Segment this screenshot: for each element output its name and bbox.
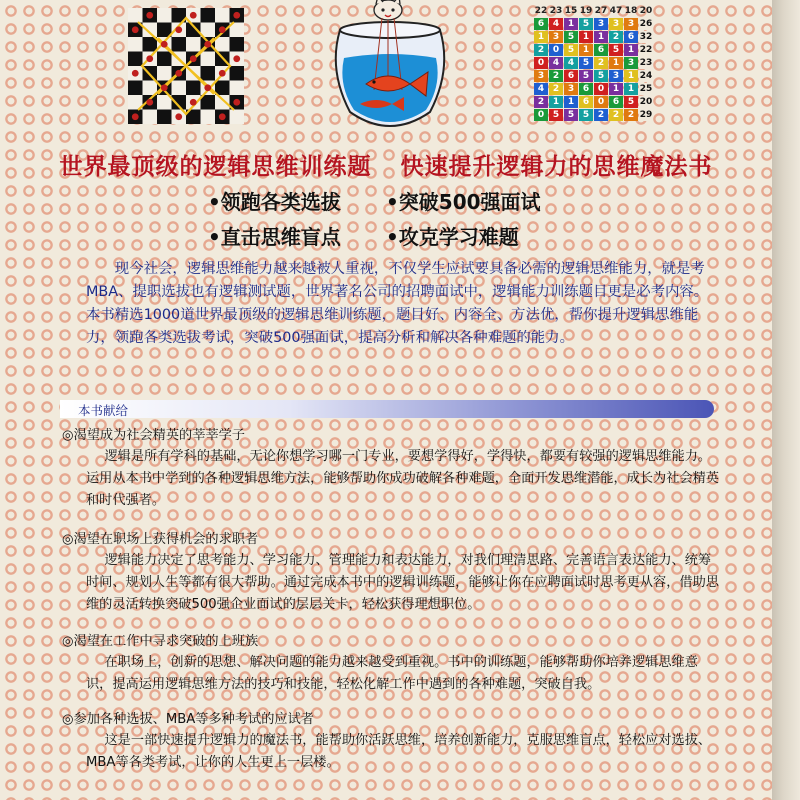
chessboard-piece: [190, 12, 197, 19]
grid-cell: 5: [549, 109, 563, 121]
grid-cell: 2: [594, 109, 608, 121]
bullet-item: •突破500强面试: [386, 190, 541, 214]
chessboard-piece: [175, 26, 182, 33]
audience-section: [62, 530, 724, 616]
grid-cell: 3: [624, 57, 638, 69]
bullet-item: •领跑各类选拔: [208, 190, 341, 214]
grid-row-total: 22: [639, 45, 653, 55]
grid-cell: 0: [549, 44, 563, 56]
chessboard-square: [172, 81, 187, 96]
grid-header-cell: 22: [534, 6, 548, 16]
chessboard-piece: [175, 113, 182, 120]
grid-cell: 0: [594, 83, 608, 95]
headline-left: 世界最顶级的逻辑思维训练题: [59, 154, 372, 180]
grid-cell: 2: [624, 109, 638, 121]
grid-cell: 6: [624, 31, 638, 43]
grid-cell: 1: [579, 44, 593, 56]
section-title-bar: [60, 400, 714, 418]
grid-cell: 6: [579, 83, 593, 95]
chessboard-square: [143, 81, 158, 96]
chessboard-square: [215, 8, 230, 23]
grid-cell: 1: [609, 83, 623, 95]
chessboard-square: [201, 110, 216, 125]
grid-row-total: 32: [639, 32, 653, 42]
grid-cell: 2: [549, 70, 563, 82]
grid-cell: 5: [564, 44, 578, 56]
grid-cell: 5: [564, 109, 578, 121]
chessboard-square: [230, 110, 245, 125]
chessboard-piece: [146, 99, 153, 106]
grid-cell: 6: [609, 96, 623, 108]
audience-body: 逻辑能力决定了思考能力、学习能力、管理能力和表达能力，对我们理清思路、完善语言表达能力、统筹时间、规划人生等都有很大帮助。通过完成本书中的逻辑训练题，能够让你在应聘面试时思考更从容，借助思维的灵活转换突破500强企业面试的层层关卡，轻松获得理想职位。: [86, 553, 719, 612]
chessboard-piece: [219, 113, 226, 120]
grid-cell: 5: [579, 18, 593, 30]
audience-heading: ◎参加各种选拔、MBA等多种考试的应试者: [62, 712, 314, 727]
audience-body: 这是一部快速提升逻辑力的魔法书，能帮助你活跃思维，培养创新能力，克服思维盲点，轻松应对选拔、MBA等各类考试，让你的人生更上一层楼。: [86, 733, 712, 770]
chessboard-piece: [132, 26, 139, 33]
headline: [0, 148, 772, 181]
grid-cell: 1: [624, 83, 638, 95]
chessboard-square: [215, 37, 230, 52]
number-grid-puzzle: [533, 4, 654, 122]
grid-cell: 5: [579, 70, 593, 82]
grid-cell: 2: [534, 96, 548, 108]
grid-cell: 1: [564, 18, 578, 30]
audience-section: [62, 632, 724, 696]
section-title: 本书献给: [78, 403, 129, 418]
grid-cell: 1: [549, 96, 563, 108]
chessboard-piece: [132, 113, 139, 120]
chessboard-piece: [204, 84, 211, 91]
grid-cell: 2: [594, 57, 608, 69]
grid-row-total: 23: [639, 58, 653, 68]
grid-row-total: 29: [639, 110, 653, 120]
chessboard-piece: [146, 12, 153, 19]
chessboard-piece: [233, 99, 240, 106]
chessboard-piece: [219, 70, 226, 77]
grid-cell: 6: [564, 70, 578, 82]
grid-cell: 3: [609, 18, 623, 30]
grid-cell: 1: [534, 31, 548, 43]
grid-header-cell: 47: [609, 6, 623, 16]
chessboard-square: [230, 81, 245, 96]
chessboard-square: [157, 66, 172, 81]
grid-header-cell: 15: [564, 6, 578, 16]
chessboard-piece: [219, 26, 226, 33]
intro-paragraph: 现今社会，逻辑思维能力越来越被人重视，不仅学生应试要具备必需的逻辑思维能力，就是考MBA、提职选拔也有逻辑测试题，世界著名公司的招聘面试中，逻辑能力训练题目更是必考内容。本书精选1000道世界最顶级的逻辑思维训练题，题目好、内容全、方法优，帮你提升逻辑思维能力，领跑各类选拔考试，突破500强面试，提高分析和解决各种难题的能力。: [86, 261, 709, 346]
grid-cell: 6: [579, 96, 593, 108]
audience-heading: ◎渴望成为社会精英的莘莘学子: [62, 428, 245, 443]
audience-heading: ◎渴望在工作中寻求突破的上班族: [62, 634, 259, 649]
grid-cell: 3: [624, 18, 638, 30]
chessboard-square: [201, 52, 216, 67]
grid-cell: 2: [609, 109, 623, 121]
chessboard-piece: [161, 41, 168, 48]
grid-cell: 1: [624, 70, 638, 82]
grid-cell: 4: [549, 18, 563, 30]
grid-cell: 4: [564, 57, 578, 69]
audience-body: 逻辑是所有学科的基础，无论你想学习哪一门专业，要想学得好，学得快，都要有较强的逻辑思维能力。运用从本书中学到的各种逻辑思维方法，能够帮助你成功破解各种难题，全面开发思维潜能，成长为社会精英和时代强者。: [86, 449, 719, 508]
chessboard-piece: [190, 55, 197, 62]
grid-cell: 3: [534, 70, 548, 82]
audience-section: [62, 426, 724, 512]
book-spine-edge: [772, 0, 800, 800]
chessboard-square: [143, 110, 158, 125]
audience-heading: ◎渴望在职场上获得机会的求职者: [62, 532, 259, 547]
chessboard-square: [157, 8, 172, 23]
grid-header-cell: 19: [579, 6, 593, 16]
grid-cell: 5: [609, 44, 623, 56]
grid-cell: 3: [594, 18, 608, 30]
grid-row-total: 20: [639, 97, 653, 107]
grid-cell: 3: [564, 83, 578, 95]
audience-body: 在职场上，创新的思想、解决问题的能力越来越受到重视。书中的训练题，能够帮助你培养逻辑思维意识，提高运用逻辑思维方法的技巧和技能，轻松化解工作中遇到的各种难题，突破自我。: [86, 655, 698, 692]
grid-cell: 1: [564, 96, 578, 108]
chessboard-piece: [161, 84, 168, 91]
grid-cell: 2: [609, 31, 623, 43]
grid-cell: 0: [534, 57, 548, 69]
chessboard-piece: [233, 55, 240, 62]
grid-row-total: 24: [639, 71, 653, 81]
bullet-item: •直击思维盲点: [208, 225, 341, 249]
grid-header-cell: 18: [624, 6, 638, 16]
grid-cell: 1: [594, 31, 608, 43]
grid-cell: 0: [534, 109, 548, 121]
grid-header-cell: 27: [594, 6, 608, 16]
chessboard-piece: [204, 41, 211, 48]
grid-cell: 6: [534, 18, 548, 30]
grid-cell: 4: [534, 83, 548, 95]
grid-row-total: 25: [639, 84, 653, 94]
grid-cell: 1: [609, 57, 623, 69]
grid-cell: 5: [564, 31, 578, 43]
chessboard-square: [128, 37, 143, 52]
chessboard-square: [143, 23, 158, 38]
chessboard-piece: [190, 99, 197, 106]
grid-cell: 2: [534, 44, 548, 56]
grid-cell: 5: [624, 96, 638, 108]
chessboard-piece: [175, 70, 182, 77]
chessboard-piece: [146, 55, 153, 62]
chessboard-puzzle-illustration: [128, 8, 244, 124]
grid-cell: 5: [579, 109, 593, 121]
grid-cell: 1: [579, 31, 593, 43]
grid-cell: 0: [594, 96, 608, 108]
grid-header-cell: 20: [639, 6, 653, 16]
grid-cell: 5: [594, 70, 608, 82]
chessboard-square: [186, 37, 201, 52]
grid-row-total: 26: [639, 19, 653, 29]
grid-cell: 3: [549, 31, 563, 43]
grid-cell: 6: [594, 44, 608, 56]
chessboard-square: [215, 95, 230, 110]
grid-cell: 1: [624, 44, 638, 56]
grid-header-cell: 23: [549, 6, 563, 16]
audience-section: [62, 710, 724, 774]
grid-cell: 3: [609, 70, 623, 82]
grid-cell: 2: [549, 83, 563, 95]
grid-cell: 5: [579, 57, 593, 69]
bullet-item: •攻克学习难题: [386, 225, 519, 249]
chessboard-piece: [233, 12, 240, 19]
headline-right: 快速提升逻辑力的思维魔法书: [400, 154, 713, 180]
grid-cell: 4: [549, 57, 563, 69]
chessboard-square: [128, 8, 143, 23]
feature-bullets: [208, 186, 608, 250]
fishbowl-cat-illustration: [330, 0, 450, 140]
chessboard-piece: [132, 70, 139, 77]
